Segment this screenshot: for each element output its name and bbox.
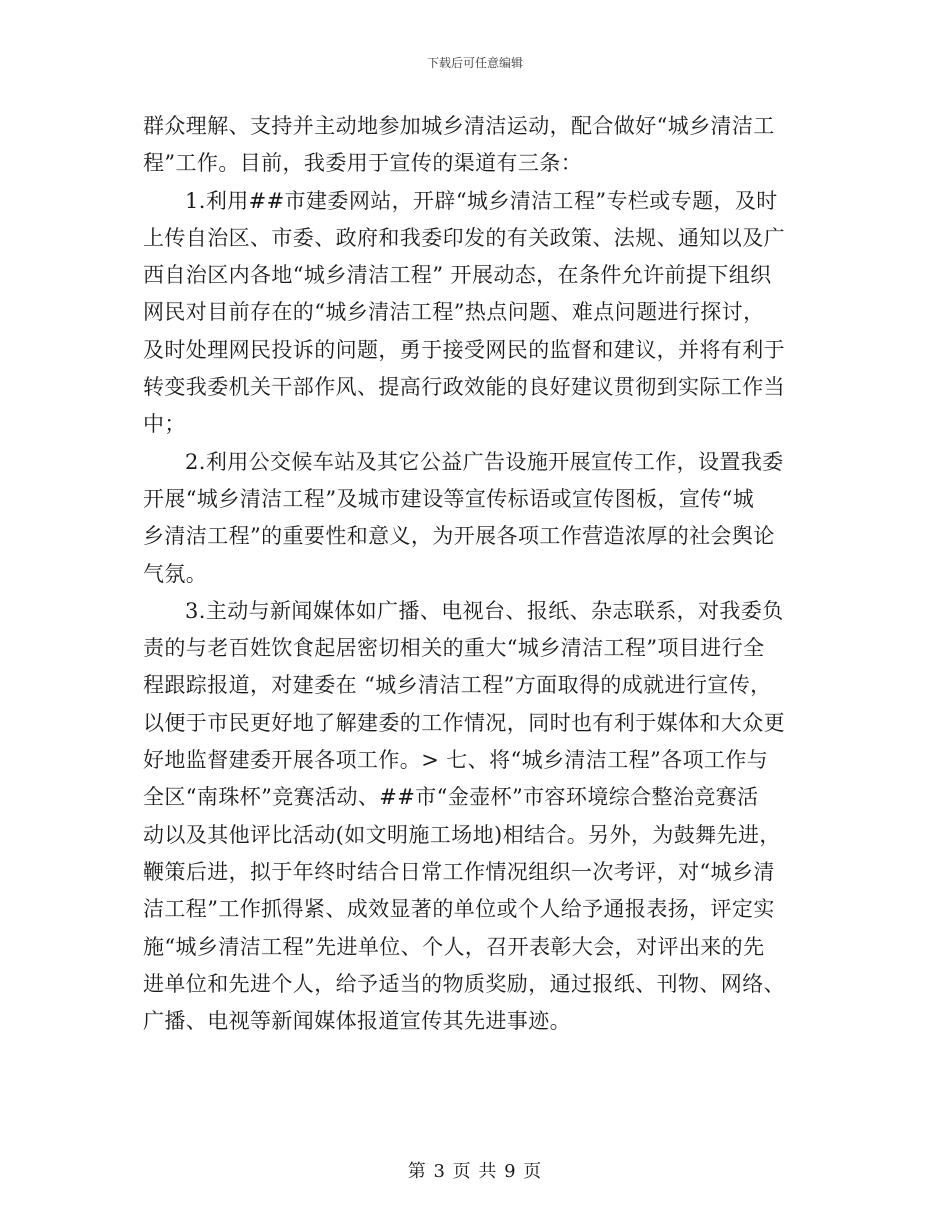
- body-line: 全区“南珠杯”竞赛活动、##市“金壶杯”市容环境综合整治竞赛活: [143, 785, 759, 810]
- body-line: 中；: [143, 412, 186, 437]
- body-line: 转变我委机关干部作风、提高行政效能的良好建议贯彻到实际工作当: [143, 375, 785, 400]
- body-line: 及时处理网民投诉的问题，勇于接受网民的监督和建议，并将有利于: [143, 337, 785, 362]
- body-line: 3.主动与新闻媒体如广播、电视台、报纸、杂志联系，对我委负: [185, 598, 784, 623]
- body-line: 1.利用##市建委网站，开辟“城乡清洁工程”专栏或专题，及时: [185, 188, 778, 213]
- body-line: 群众理解、支持并主动地参加城乡清洁运动，配合做好“城乡清洁工: [143, 114, 775, 138]
- body-line: 程跟踪报道，对建委在 “城乡清洁工程”方面取得的成就进行宣传，: [143, 673, 772, 698]
- body-line: 好地监督建委开展各项工作。> 七、将“城乡清洁工程”各项工作与: [143, 748, 769, 773]
- body-line: 上传自治区、市委、政府和我委印发的有关政策、法规、通知以及广: [143, 225, 785, 250]
- body-line: 气氛。: [143, 561, 208, 586]
- body-line: 2.利用公交候车站及其它公益广告设施开展宣传工作，设置我委: [185, 449, 784, 474]
- body-line: 责的与老百姓饮食起居密切相关的重大“城乡清洁工程”项目进行全: [143, 636, 765, 661]
- body-line: 施“城乡清洁工程”先进单位、个人，召开表彰大会，对评出来的先: [143, 934, 765, 959]
- body-line: 开展“城乡清洁工程”及城市建设等宣传标语或宣传图板，宣传“城: [143, 486, 755, 511]
- body-line: 程”工作。目前，我委用于宣传的渠道有三条：: [143, 151, 583, 176]
- body-line: 洁工程”工作抓得紧、成效显著的单位或个人给予通报表扬，评定实: [143, 897, 775, 922]
- document-body: [143, 108, 823, 1040]
- body-line: 广播、电视等新闻媒体报道宣传其先进事迹。: [143, 1009, 571, 1034]
- body-line: 西自治区内各地“城乡清洁工程” 开展动态，在条件允许前提下组织: [143, 263, 772, 288]
- body-line: 网民对目前存在的“城乡清洁工程”热点问题、难点问题进行探讨，: [143, 300, 765, 325]
- body-line: 乡清洁工程”的重要性和意义，为开展各项工作营造浓厚的社会舆论: [143, 524, 775, 549]
- body-line: 以便于市民更好地了解建委的工作情况，同时也有利于媒体和大众更: [143, 710, 785, 735]
- body-line: 进单位和先进个人，给予适当的物质奖励，通过报纸、刊物、网络、: [143, 971, 785, 996]
- header-note: 下载后可任意编辑: [426, 56, 523, 70]
- body-line: 动以及其他评比活动(如文明施工场地)相结合。另外，为鼓舞先进，: [143, 822, 781, 847]
- page-number: 第 3 页 共 9 页: [407, 1161, 543, 1182]
- body-line: 鞭策后进，拟于年终时结合日常工作情况组织一次考评，对“城乡清: [143, 859, 775, 884]
